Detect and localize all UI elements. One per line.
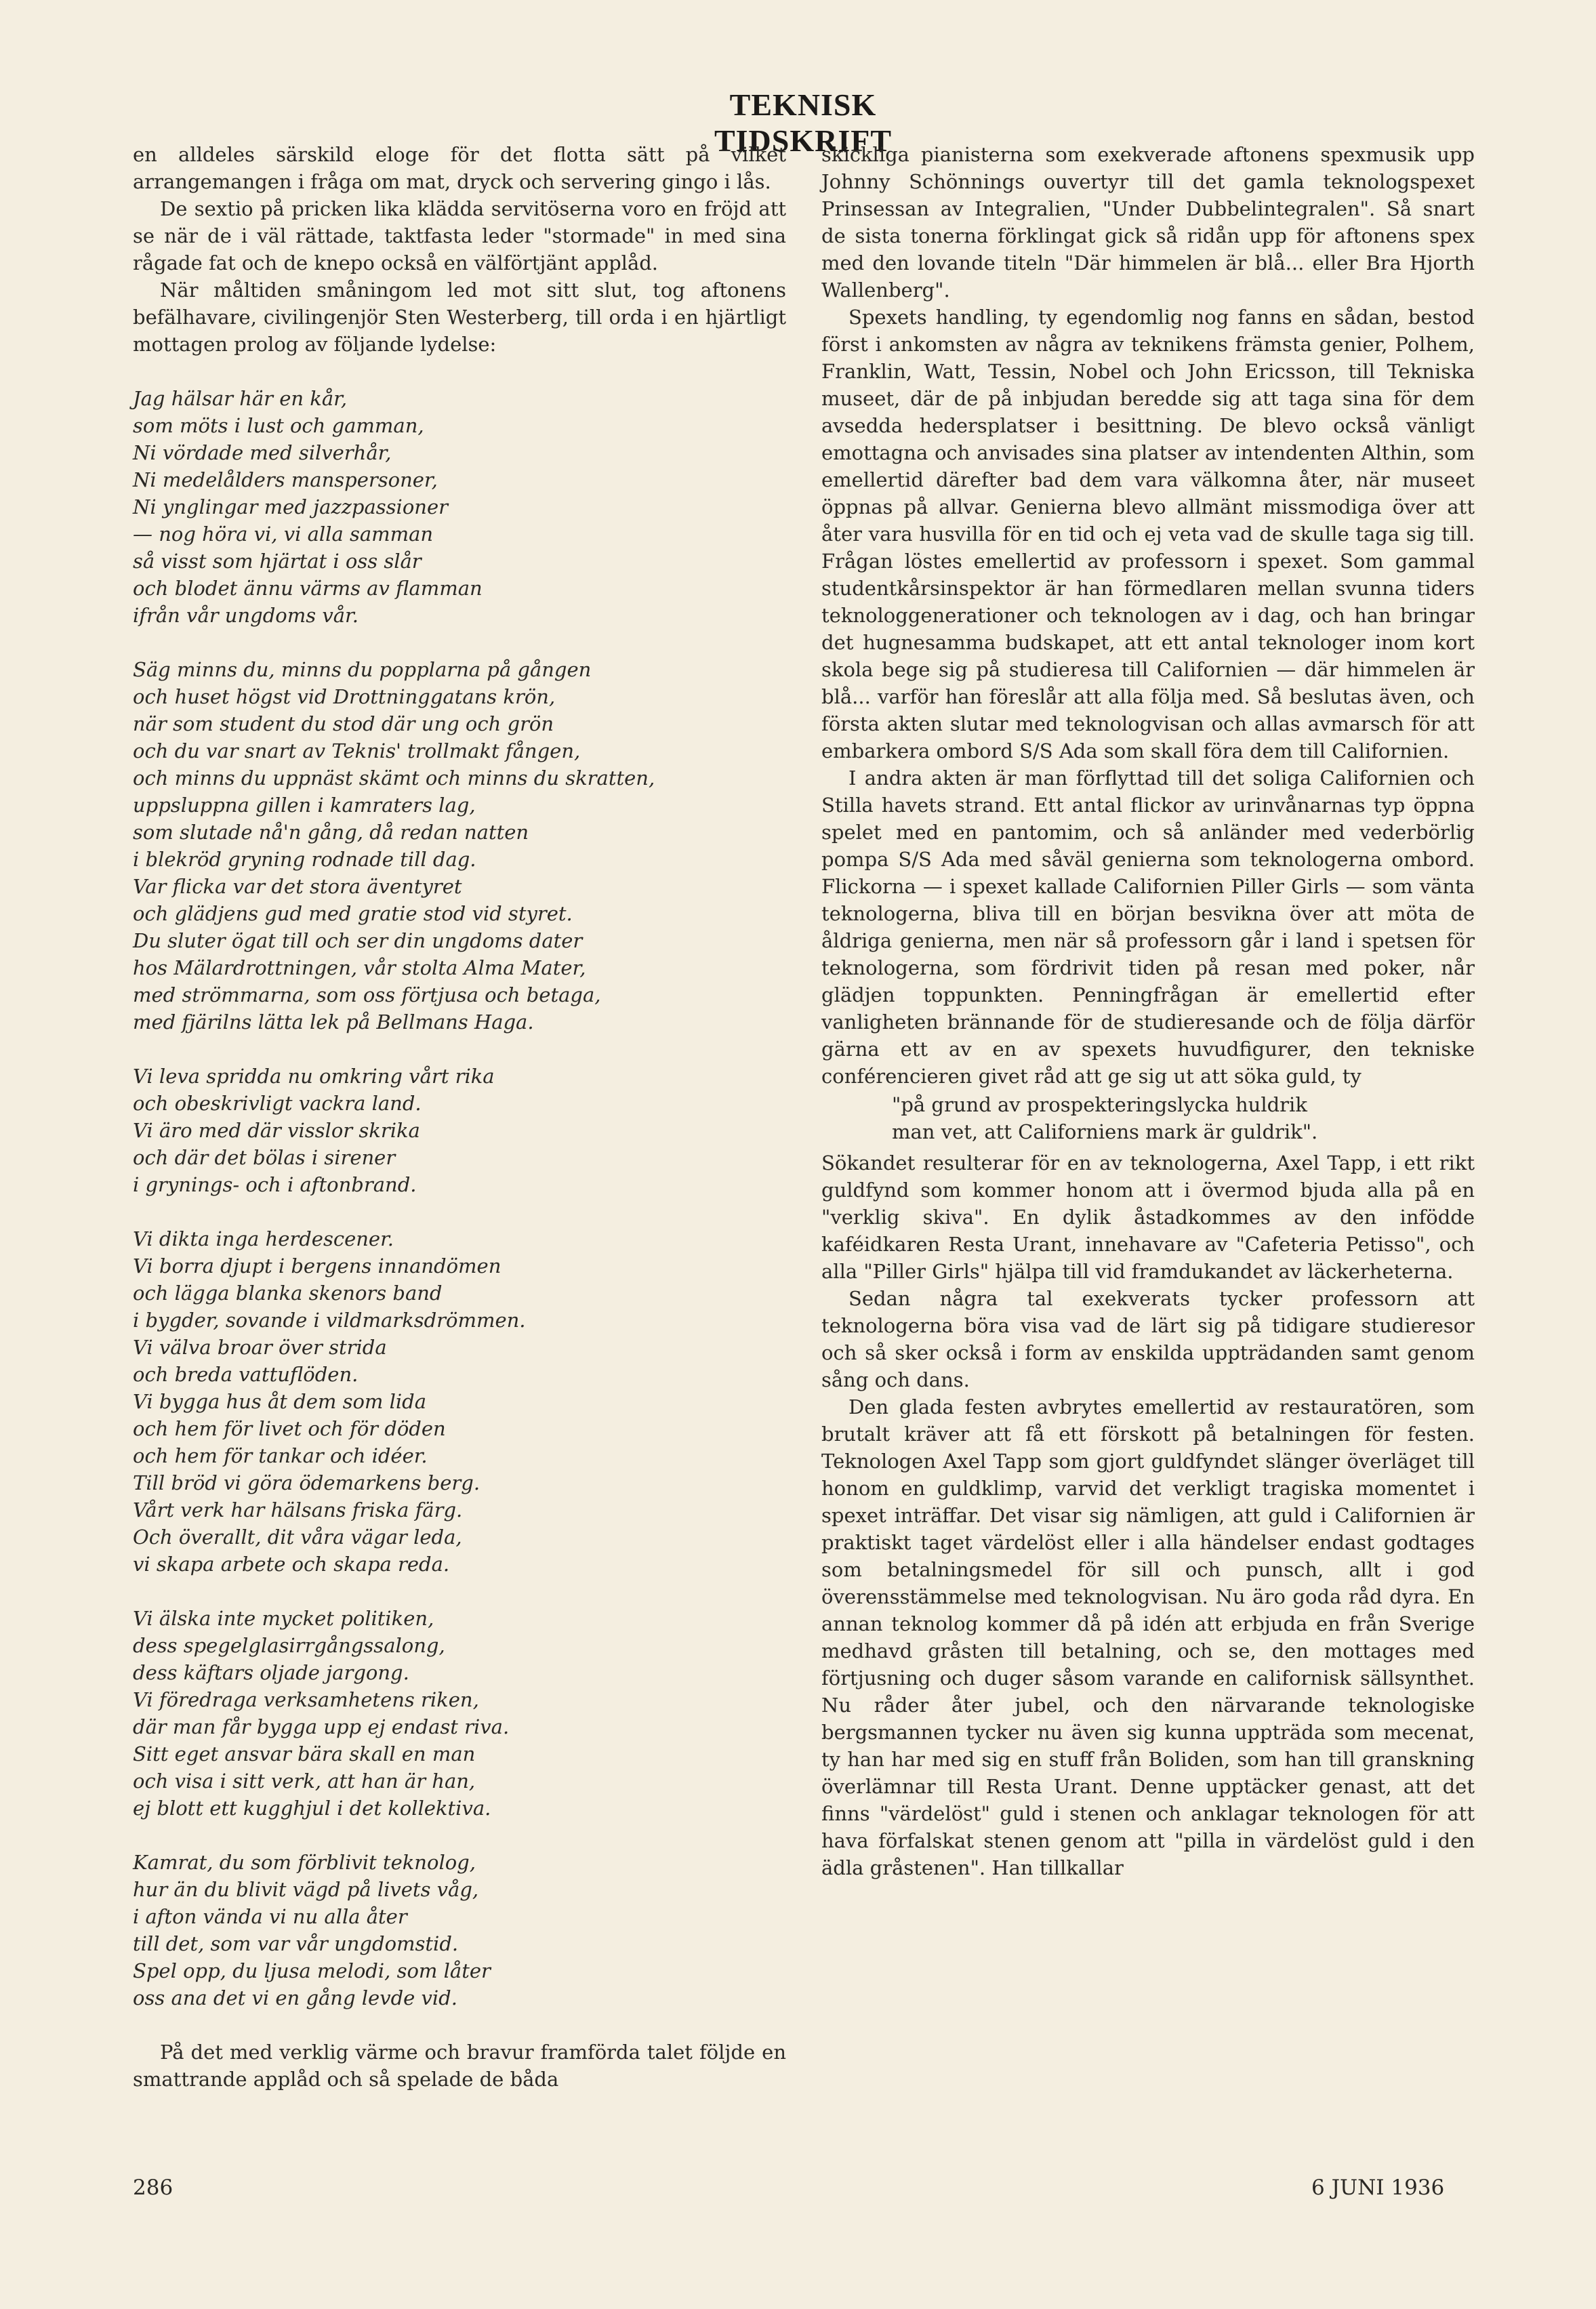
poem-line: Vi bygga hus åt dem som lida: [133, 1390, 427, 1413]
poem-line: Du sluter ögat till och ser din ungdoms dater: [133, 929, 583, 952]
paragraph: De sextio på pricken lika klädda servitöserna voro en fröjd att se när de i väl rättade, taktfasta leder "stormade" in med sina rågade fat och de knepo också en välförtjänt applåd.: [133, 197, 786, 274]
poem-line: Ni medelålders manspersoner,: [133, 468, 438, 491]
poem-line: när som student du stod där ung och grön: [133, 712, 554, 735]
poem-line: och huset högst vid Drottninggatans krön,: [133, 685, 556, 708]
poem-line: Och överallt, dit våra vägar leda,: [133, 1526, 462, 1549]
poem-line: och visa i sitt verk, att han är han,: [133, 1770, 476, 1793]
poem-line: i bygder, sovande i vildmarksdrömmen.: [133, 1309, 526, 1332]
poem-line: Vi äro med där visslor skrika: [133, 1119, 420, 1142]
paragraph: skickliga pianisterna som exekverade aftonens spexmusik upp Johnny Schönnings ouvertyr till det gamla teknologspexet Prinsessan av Integralien, "Under Dubbelintegralen". Så snart de sista tonerna förklingat gick så ridån upp för aftonens spex med den lovande titeln "Där himmelen är blå... eller Bra Hjorth Wallenberg".: [821, 143, 1475, 302]
poem-line: Vi välva broar över strida: [133, 1336, 387, 1359]
poem-line: och minns du uppnäst skämt och minns du skratten,: [133, 767, 655, 790]
poem-line: Till bröd vi göra ödemarkens berg.: [133, 1471, 480, 1494]
poem-line: och där det bölas i sirener: [133, 1146, 396, 1169]
quote-line: man vet, att Californiens mark är guldrik".: [892, 1120, 1318, 1143]
poem-line: Vårt verk har hälsans friska färg.: [133, 1498, 463, 1521]
paragraph: På det med verklig värme och bravur framförda talet följde en smattrande applåd och så spelade de båda: [133, 2041, 786, 2091]
poem-line: så visst som hjärtat i oss slår: [133, 550, 422, 573]
poem-stanza: [133, 656, 786, 1036]
poem-line: Vi leva spridda nu omkring vårt rika: [133, 1065, 495, 1088]
poem-line: Vi älska inte mycket politiken,: [133, 1607, 434, 1630]
poem-line: Säg minns du, minns du popplarna på gången: [133, 658, 592, 681]
paragraph: Sedan några tal exekverats tycker professorn att teknologerna böra visa vad de lärt sig på tidigare studieresor och så sker också i form av enskilda uppträdanden samt genom sång och dans.: [821, 1287, 1475, 1391]
page-number: 286: [133, 2175, 173, 2200]
quote-line: "på grund av prospekteringslycka huldrik: [892, 1093, 1307, 1116]
poem-line: i afton vända vi nu alla åter: [133, 1905, 407, 1928]
poem-line: Var flicka var det stora äventyret: [133, 875, 462, 898]
poem: [133, 385, 786, 2011]
poem-line: med strömmarna, som oss förtjusa och betaga,: [133, 983, 601, 1006]
poem-line: uppsluppna gillen i kamraters lag,: [133, 794, 476, 817]
poem-line: Vi föredraga verksamhetens riken,: [133, 1688, 479, 1711]
poem-line: och breda vattuflöden.: [133, 1363, 359, 1386]
issue-date: 6 JUNI 1936: [1311, 2175, 1445, 2200]
right-column: [821, 141, 1475, 1881]
poem-line: och glädjens gud med gratie stod vid styret.: [133, 902, 573, 925]
poem-line: som möts i lust och gamman,: [133, 414, 424, 437]
paragraph: Spexets handling, ty egendomlig nog fanns en sådan, bestod först i ankomsten av några av teknikens främsta genier, Polhem, Franklin, Watt, Tessin, Nobel och John Ericsson, till Tekniska museet, där de på inbjudan beredde sig att taga sina för dem avsedda hedersplatser i besittning. De blevo också vänligt emottagna och anvisades sina platser av intendenten Althin, som emellertid därefter bad dem vara välkomna åter, när museet öppnas på allvar. Genierna blevo allmänt missmodiga över att åter vara husvilla för en tid och ej veta vad de skulle taga sig till. Frågan löstes emellertid av professorn i spexet. Som gammal studentkårsinspektor är han förmedlaren mellan svunna tiders teknologgenerationer och teknologen av i dag, och han bringar det hugnesamma budskapet, att ett antal teknologer inom kort skola bege sig på studieresa till Californien — där himmelen är blå... varför han föreslår att alla följa med. Så beslutas även, och första akten slutar med teknologvisan och allas avmarsch för att embarkera ombord S/S Ada som skall föra dem till Californien.: [821, 306, 1475, 762]
poem-line: där man får bygga upp ej endast riva.: [133, 1715, 510, 1738]
poem-line: Jag hälsar här en kår,: [133, 387, 348, 410]
poem-line: i blekröd gryning rodnade till dag.: [133, 848, 476, 871]
poem-stanza: [133, 385, 786, 629]
poem-line: Ni vördade med silverhår,: [133, 441, 392, 464]
paragraph: När måltiden småningom led mot sitt slut, tog aftonens befälhavare, civilingenjör Sten Westerberg, till orda i en hjärtligt mottagen prolog av följande lydelse:: [133, 279, 786, 356]
poem-line: till det, som var vår ungdomstid.: [133, 1932, 459, 1955]
poem-line: hos Mälardrottningen, vår stolta Alma Mater,: [133, 956, 586, 979]
poem-line: och obeskrivligt vackra land.: [133, 1092, 422, 1115]
paragraph: Sökandet resulterar för en av teknologerna, Axel Tapp, i ett rikt guldfynd som kommer honom att i övermod bjuda alla på en "verklig skiva". En dylik åstadkommes av den infödde kaféidkaren Resta Urant, innehavare av "Cafeteria Petisso", och alla "Piller Girls" hjälpa till vid framdukandet av läckerheterna.: [821, 1151, 1475, 1283]
paragraph: Den glada festen avbrytes emellertid av restauratören, som brutalt kräver att få ett förskott på betalningen för festen. Teknologen Axel Tapp som gjort guldfyndet slänger överläget till honom en guldklimp, varvid det verkligt tragiska momentet i spexet inträffar. Det visar sig nämligen, att guld i Californien är praktiskt taget värdelöst eller i alla händelser endast godtages som betalningsmedel för sill och punsch, allt i god överensstämmelse med teknologvisan. Nu äro goda råd dyra. En annan teknolog kommer då på idén att erbjuda en från Sverige medhavd gråsten till betalning, och se, den mottages med förtjusning och duger såsom varande en californisk sällsynthet. Nu råder åter jubel, och den närvarande teknologiske bergsmannen tycker nu även sig kunna uppträda som mecenat, ty han har med sig en stuff från Boliden, som han till granskning överlämnar till Resta Urant. Denne upptäcker genast, att det finns "värdelöst" guld i stenen och anklagar teknologen för att hava förfalskat stenen genom att "pilla in värdelöst guld i den ädla gråstenen". Han tillkallar: [821, 1395, 1475, 1879]
poem-line: Spel opp, du ljusa melodi, som låter: [133, 1959, 491, 1982]
poem-line: och du var snart av Teknis' trollmakt fången,: [133, 739, 581, 762]
poem-line: vi skapa arbete och skapa reda.: [133, 1553, 450, 1576]
poem-line: Sitt eget ansvar bära skall en man: [133, 1742, 476, 1765]
poem-stanza: [133, 1849, 786, 2011]
poem-stanza: [133, 1605, 786, 1822]
poem-line: ej blott ett kugghjul i det kollektiva.: [133, 1797, 491, 1820]
poem-line: som slutade nå'n gång, då redan natten: [133, 821, 529, 844]
left-column: [133, 141, 786, 2093]
poem-line: ifrån vår ungdoms vår.: [133, 604, 359, 627]
poem-line: dess spegelglasirrgångssalong,: [133, 1634, 445, 1657]
paragraphs-after-quote: [821, 1149, 1475, 1881]
paragraphs-before-quote: [821, 141, 1475, 1090]
masthead: TEKNISK TIDSKRIFT: [714, 87, 893, 158]
paragraph: en alldeles särskild eloge för det flotta sätt på vilket arrangemangen i fråga om mat, dryck och servering gingo i lås.: [133, 143, 786, 193]
poem-line: med fjärilns lätta lek på Bellmans Haga.: [133, 1010, 534, 1034]
poem-line: och blodet ännu värms av flamman: [133, 577, 483, 600]
poem-line: och lägga blanka skenors band: [133, 1282, 443, 1305]
quoted-verse: [892, 1091, 1475, 1145]
poem-line: dess käftars oljade jargong.: [133, 1661, 409, 1684]
poem-line: och hem för tankar och idéer.: [133, 1444, 428, 1467]
poem-line: i grynings- och i aftonbrand.: [133, 1173, 417, 1196]
poem-line: Vi dikta inga herdescener.: [133, 1227, 394, 1250]
poem-line: — nog höra vi, vi alla samman: [133, 523, 434, 546]
paragraph: I andra akten är man förflyttad till det soliga Californien och Stilla havets strand. Ett antal flickor av urinvånarnas typ öppna spelet med en pantomim, och så anländer med vederbörlig pompa S/S Ada med såväl genierna som teknologerna ombord. Flickorna — i spexet kallade Californien Piller Girls — som vänta teknologerna, bliva till en början besvikna över att möta de åldriga genierna, men när så professorn går i land i spetsen för teknologerna, som fördrivit tiden på resan med poker, når glädjen toppunkten. Penningfrågan är emellertid efter vanligheten brännande för de studieresande och de följa därför gärna ett av en av spexets huvudfigurer, den tekniske conférencieren givet råd att ge sig ut att söka guld, ty: [821, 767, 1475, 1088]
poem-line: Vi borra djupt i bergens innandömen: [133, 1254, 502, 1278]
poem-stanza: [133, 1225, 786, 1578]
poem-line: Kamrat, du som förblivit teknolog,: [133, 1851, 476, 1874]
poem-line: Ni ynglingar med jazzpassioner: [133, 495, 448, 518]
poem-line: och hem för livet och för döden: [133, 1417, 446, 1440]
poem-stanza: [133, 1063, 786, 1198]
poem-line: oss ana det vi en gång levde vid.: [133, 1986, 457, 2009]
poem-line: hur än du blivit vägd på livets våg,: [133, 1878, 479, 1901]
